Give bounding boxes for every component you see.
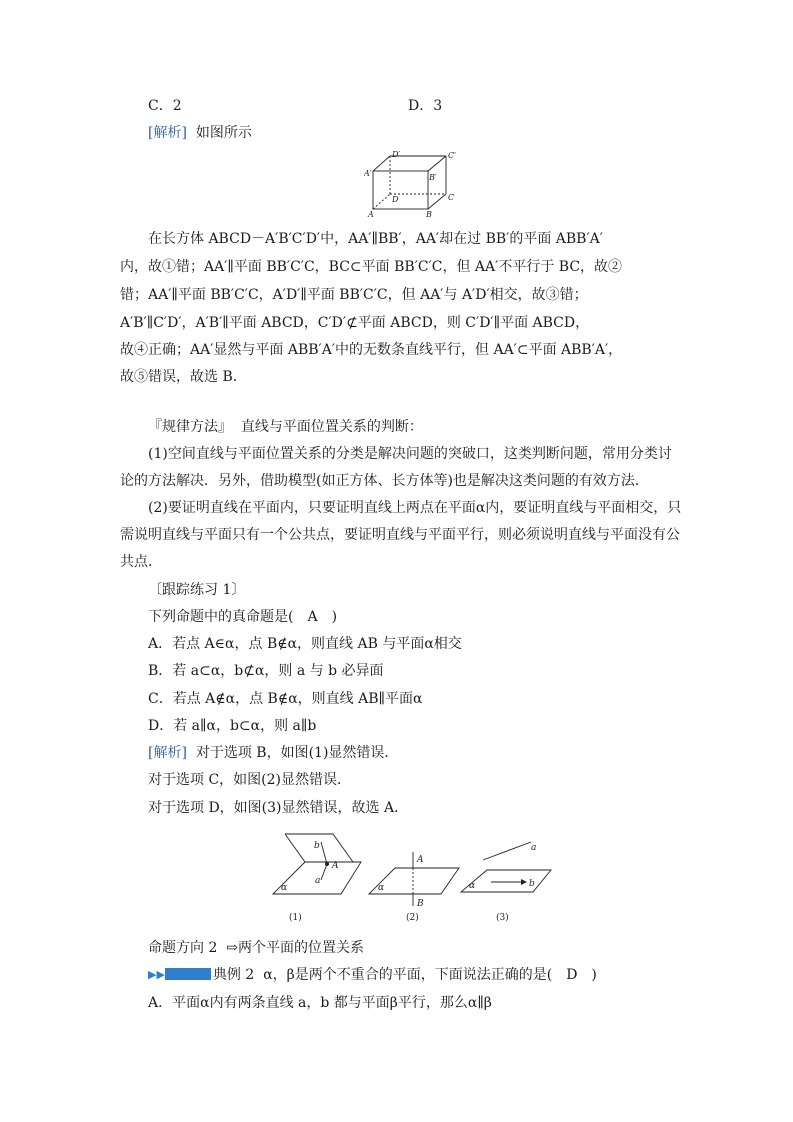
jiexi-tag: [解析] (148, 125, 187, 141)
option-c: C．2 (148, 98, 182, 114)
label-c: C (448, 193, 455, 202)
para1-line-5: 故④正确；AA′显然与平面 ABB′A′中的无数条直线平行，但 AA′⊂平面 ABB′A′， (120, 342, 623, 358)
para1-line-2: 内，故①错；AA′∥平面 BB′C′C，BC⊂平面 BB′C′C，但 AA′不平行于 BC，故② (120, 259, 623, 275)
fig3-label-a: a (531, 843, 537, 853)
fig3-label-alpha: α (469, 881, 476, 891)
practice-question: 下列命题中的真命题是( A ) (148, 609, 338, 625)
practice-jiexi-2: 对于选项 C，如图(2)显然错误． (148, 772, 351, 788)
practice-jiexi-3: 对于选项 D，如图(3)显然错误，故选 A． (148, 800, 409, 816)
method-title: 直线与平面位置关系的判断： (240, 419, 423, 435)
example2-option-a: A．平面α内有两条直线 a，b 都与平面β平行，那么α∥β (148, 995, 492, 1011)
method-line-3: (2)要证明直线在平面内，只要证明直线上两点在平面α内，要证明直线与平面相交，只 (148, 500, 682, 516)
label-d-prime: D′ (392, 150, 401, 159)
example2-label: 典例 2 (212, 967, 255, 983)
example-marker-bar (165, 968, 211, 980)
label-c-prime: C′ (448, 151, 456, 160)
arrow-icon: ⇨ (226, 940, 238, 956)
para1-line-6: 故⑤错误，故选 B． (120, 369, 247, 385)
label-a-prime: A′ (364, 169, 372, 178)
fig-caption-2: (2) (406, 913, 419, 923)
practice-jiexi-1 (148, 743, 398, 763)
method-line-5: 共点． (120, 554, 162, 570)
label-b-prime: B′ (429, 173, 437, 182)
fig2-label-A: A (417, 855, 424, 865)
method-heading (148, 417, 423, 437)
label-a: A (368, 210, 374, 219)
fig3-label-b: b (529, 879, 535, 889)
practice-jiexi-text-1: 对于选项 B，如图(1)显然错误． (195, 745, 399, 761)
fig2-label-alpha: α (378, 883, 385, 893)
example2-text: α，β是两个不重合的平面，下面说法正确的是( D ) (263, 967, 597, 983)
fig2-label-B: B (417, 899, 424, 909)
cuboid-figure (364, 148, 464, 220)
fig-caption-3: (3) (496, 913, 509, 923)
direction2-heading (148, 938, 364, 958)
para1-line-3: 错；AA′∥平面 BB′C′C，A′D′∥平面 BB′C′C，但 AA′与 A′D′相交，故③错； (120, 287, 588, 303)
practice-option-c: C．若点 A∉α，点 B∉α，则直线 AB∥平面α (148, 691, 423, 707)
method-line-2: 论的方法解决．另外，借助模型(如正方体、长方体等)也是解决这类问题的有效方法． (120, 473, 649, 489)
jiexi-text: 如图所示 (195, 125, 252, 141)
label-b: B (426, 210, 432, 219)
fig-caption-1: (1) (289, 913, 302, 923)
method-tag: 『规律方法』 (148, 419, 232, 435)
practice-option-a: A．若点 A∈α，点 B∉α，则直线 AB 与平面α相交 (148, 636, 462, 652)
practice-option-b: B．若 a⊂α，b⊄α，则 a 与 b 必异面 (148, 663, 384, 679)
direction2-title: 两个平面的位置关系 (238, 940, 364, 956)
option-d: D．3 (408, 98, 443, 114)
planes-figure (265, 828, 565, 928)
fig1-label-a: a (315, 876, 321, 886)
fig1-label-A: A (332, 861, 339, 871)
para1-line-4: A′B′∥C′D′，A′B′∥平面 ABCD，C′D′⊄平面 ABCD，则 C′D′∥平面 ABCD， (120, 315, 590, 331)
double-arrow-icon: ▶▶ (148, 968, 165, 981)
practice-title: 〔跟踪练习 1〕 (148, 582, 246, 598)
jiexi-line (148, 123, 252, 143)
direction2-label: 命题方向 2 (148, 940, 218, 956)
method-line-1: (1)空间直线与平面位置关系的分类是解决问题的突破口，这类判断问题，常用分类讨 (148, 446, 672, 462)
example2-line (148, 965, 597, 985)
fig1-label-b: b (314, 841, 320, 851)
para1-line-1: 在长方体 ABCD－A′B′C′D′中，AA′∥BB′，AA′却在过 BB′的平面 ABB′A′ (148, 231, 603, 247)
label-d: D (392, 195, 399, 204)
practice-jiexi-tag: [解析] (148, 745, 187, 761)
fig1-label-alpha: α (281, 883, 288, 893)
method-line-4: 需说明直线与平面只有一个公共点，要证明直线与平面平行，则必须说明直线与平面没有公 (120, 527, 680, 543)
practice-option-d: D．若 a∥α，b⊂α，则 a∥b (148, 718, 317, 734)
